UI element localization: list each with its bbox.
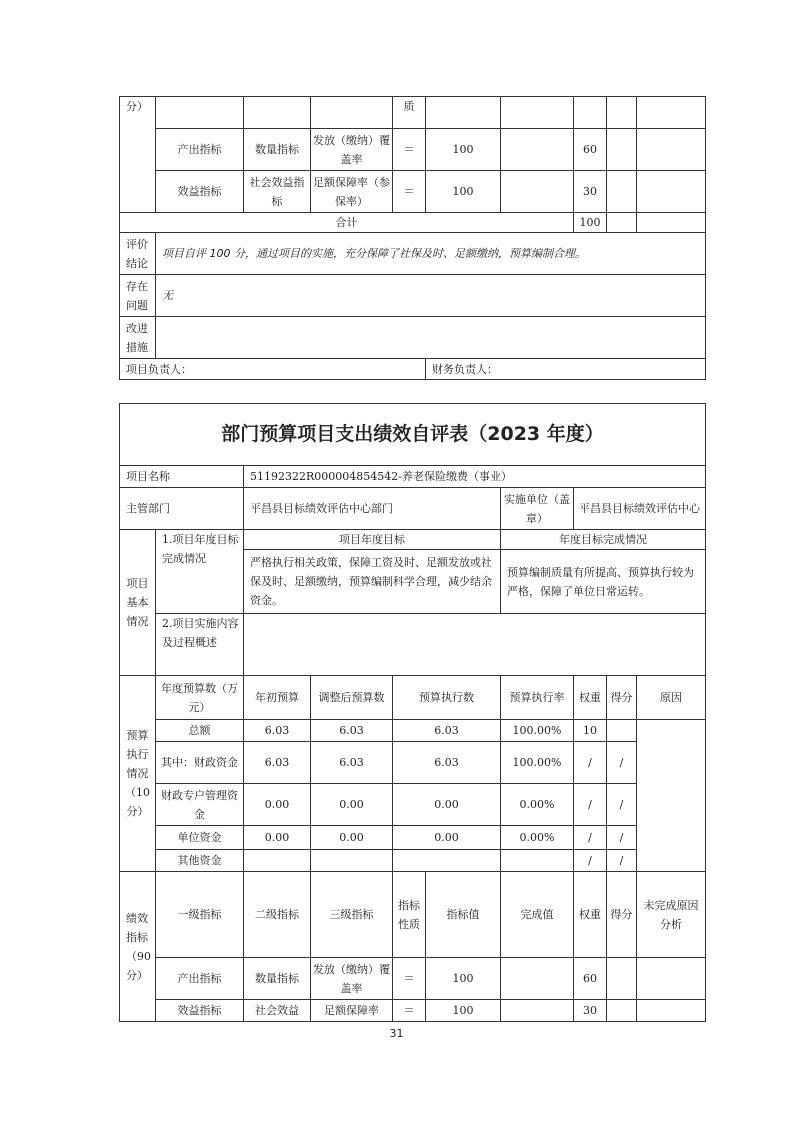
budget-section-label: 预算执行情况（10分） <box>120 676 156 872</box>
goal-done-text: 预算编制质量有所提高、预算执行较为严格，保障了单位日常运转。 <box>501 550 706 614</box>
perf-header: 二级指标 <box>244 872 311 958</box>
nature-cell: ＝ <box>393 171 426 213</box>
goal-done-header: 年度目标完成情况 <box>501 530 706 550</box>
weight-cell: 60 <box>574 129 607 171</box>
problems-row <box>120 275 706 317</box>
actual-cell <box>501 171 574 213</box>
budget-score: / <box>607 850 637 872</box>
level2-cell: 社会效益指标 <box>244 171 311 213</box>
budget-adjusted: 6.03 <box>311 742 393 784</box>
table-row <box>120 171 706 213</box>
conclusion-text: 项目自评 100 分，通过项目的实施，充分保障了社保及时、足额缴纳，预算编制合理。 <box>156 233 706 275</box>
perf-header: 得分 <box>607 872 637 958</box>
level3-cell: 足额保障率 <box>311 1000 393 1022</box>
nature-header-tail: 质 <box>393 97 426 129</box>
perf-header: 未完成原因分析 <box>637 872 706 958</box>
actual-cell <box>501 1000 574 1022</box>
table-row <box>120 958 706 1000</box>
perf-section-label: 绩效指标（90分） <box>120 872 156 1022</box>
budget-executed: 0.00 <box>393 784 501 826</box>
budget-header: 年初预算 <box>244 676 311 720</box>
budget-executed: 0.00 <box>393 826 501 850</box>
target-cell: 100 <box>426 171 501 213</box>
level1-cell: 产出指标 <box>156 958 244 1000</box>
budget-header: 年度预算数（万元） <box>156 676 244 720</box>
dept-label: 主管部门 <box>120 488 244 530</box>
budget-weight: / <box>574 826 607 850</box>
budget-row <box>120 720 706 742</box>
budget-name: 总额 <box>156 720 244 742</box>
budget-initial: 6.03 <box>244 742 311 784</box>
nature-cell: ＝ <box>393 958 426 1000</box>
budget-executed: 6.03 <box>393 742 501 784</box>
reason-cell <box>637 1000 706 1022</box>
budget-rate: 0.00% <box>501 784 574 826</box>
improve-row <box>120 317 706 359</box>
budget-rate <box>501 850 574 872</box>
goal-col-header: 项目年度目标 <box>244 530 501 550</box>
budget-initial <box>244 850 311 872</box>
nature-cell: ＝ <box>393 129 426 171</box>
total-weight: 100 <box>574 213 607 233</box>
target-cell: 100 <box>426 129 501 171</box>
budget-row <box>120 826 706 850</box>
level2-cell: 数量指标 <box>244 129 311 171</box>
signature-row <box>120 359 706 380</box>
dept-value: 平昌县目标绩效评估中心部门 <box>244 488 501 530</box>
actual-cell <box>501 958 574 1000</box>
table-row <box>120 1000 706 1022</box>
budget-header: 得分 <box>607 676 637 720</box>
target-cell: 100 <box>426 1000 501 1022</box>
total-label: 合计 <box>120 213 574 233</box>
problems-text: 无 <box>156 275 706 317</box>
budget-header: 预算执行数 <box>393 676 501 720</box>
budget-executed <box>393 850 501 872</box>
impl-text <box>244 614 706 676</box>
budget-header: 权重 <box>574 676 607 720</box>
perf-header-row <box>120 872 706 958</box>
impl-unit-value: 平昌县目标绩效评估中心 <box>574 488 706 530</box>
level2-cell: 社会效益 <box>244 1000 311 1022</box>
budget-name: 单位资金 <box>156 826 244 850</box>
project-name-value: 51192322R000004854542-养老保险缴费（事业） <box>244 466 706 488</box>
goal-label: 1.项目年度目标完成情况 <box>156 530 244 614</box>
budget-rate: 100.00% <box>501 720 574 742</box>
perf-header: 指标性质 <box>393 872 426 958</box>
problems-label: 存在问题 <box>120 275 156 317</box>
target-cell: 100 <box>426 958 501 1000</box>
nature-cell: ＝ <box>393 1000 426 1022</box>
budget-adjusted <box>311 850 393 872</box>
perf-header: 指标值 <box>426 872 501 958</box>
section-label-tail: 分） <box>120 97 156 213</box>
budget-adjusted: 0.00 <box>311 826 393 850</box>
conclusion-label: 评价结论 <box>120 233 156 275</box>
impl-unit-label: 实施单位（盖章） <box>501 488 574 530</box>
table-row <box>120 129 706 171</box>
budget-score: / <box>607 784 637 826</box>
level3-cell: 足额保障率（参保率） <box>311 171 393 213</box>
budget-weight: / <box>574 850 607 872</box>
actual-cell <box>501 129 574 171</box>
project-owner-label: 项目负责人： <box>120 359 426 380</box>
page-title: 部门预算项目支出绩效自评表（2023 年度） <box>120 404 706 466</box>
reason-cell <box>637 958 706 1000</box>
perf-header: 三级指标 <box>311 872 393 958</box>
goal-text: 严格执行相关政策，保障工资及时、足额发放或社保及时、足额缴纳，预算编制科学合理，减少结余资金。 <box>244 550 501 614</box>
budget-header: 调整后预算数 <box>311 676 393 720</box>
basic-info-label: 项目基本情况 <box>120 530 156 676</box>
weight-cell: 60 <box>574 958 607 1000</box>
budget-initial: 6.03 <box>244 720 311 742</box>
weight-cell: 30 <box>574 171 607 213</box>
budget-adjusted: 6.03 <box>311 720 393 742</box>
budget-reason <box>637 720 706 872</box>
perf-header: 一级指标 <box>156 872 244 958</box>
reason-cell <box>637 171 706 213</box>
budget-header: 预算执行率 <box>501 676 574 720</box>
budget-adjusted: 0.00 <box>311 784 393 826</box>
budget-weight: / <box>574 742 607 784</box>
impl-label: 2.项目实施内容及过程概述 <box>156 614 244 676</box>
budget-header-row <box>120 676 706 720</box>
perf-header: 完成值 <box>501 872 574 958</box>
level1-cell: 效益指标 <box>156 171 244 213</box>
level3-cell: 发放（缴纳）覆盖率 <box>311 129 393 171</box>
page-number: 31 <box>389 1027 404 1040</box>
budget-executed: 6.03 <box>393 720 501 742</box>
budget-initial: 0.00 <box>244 784 311 826</box>
reason-cell <box>637 129 706 171</box>
budget-weight: / <box>574 784 607 826</box>
budget-row <box>120 850 706 872</box>
level2-cell: 数量指标 <box>244 958 311 1000</box>
budget-score <box>607 720 637 742</box>
budget-row <box>120 742 706 784</box>
perf-header: 权重 <box>574 872 607 958</box>
score-cell <box>607 171 637 213</box>
budget-name: 其中：财政资金 <box>156 742 244 784</box>
level1-cell: 效益指标 <box>156 1000 244 1022</box>
improve-label: 改进措施 <box>120 317 156 359</box>
score-cell <box>607 129 637 171</box>
budget-header: 原因 <box>637 676 706 720</box>
improve-text <box>156 317 706 359</box>
conclusion-row <box>120 233 706 275</box>
budget-initial: 0.00 <box>244 826 311 850</box>
level1-cell: 产出指标 <box>156 129 244 171</box>
weight-cell: 30 <box>574 1000 607 1022</box>
project-name-label: 项目名称 <box>120 466 244 488</box>
budget-name: 财政专户管理资金 <box>156 784 244 826</box>
score-cell <box>607 958 637 1000</box>
budget-score: / <box>607 826 637 850</box>
budget-row <box>120 784 706 826</box>
level3-cell: 发放（缴纳）覆盖率 <box>311 958 393 1000</box>
score-cell <box>607 1000 637 1022</box>
budget-rate: 100.00% <box>501 742 574 784</box>
self-evaluation-table <box>119 403 706 1022</box>
total-row <box>120 213 706 233</box>
finance-owner-label: 财务负责人： <box>426 359 706 380</box>
budget-name: 其他资金 <box>156 850 244 872</box>
budget-weight: 10 <box>574 720 607 742</box>
budget-score: / <box>607 742 637 784</box>
performance-table-continued <box>119 96 706 380</box>
budget-rate: 0.00% <box>501 826 574 850</box>
